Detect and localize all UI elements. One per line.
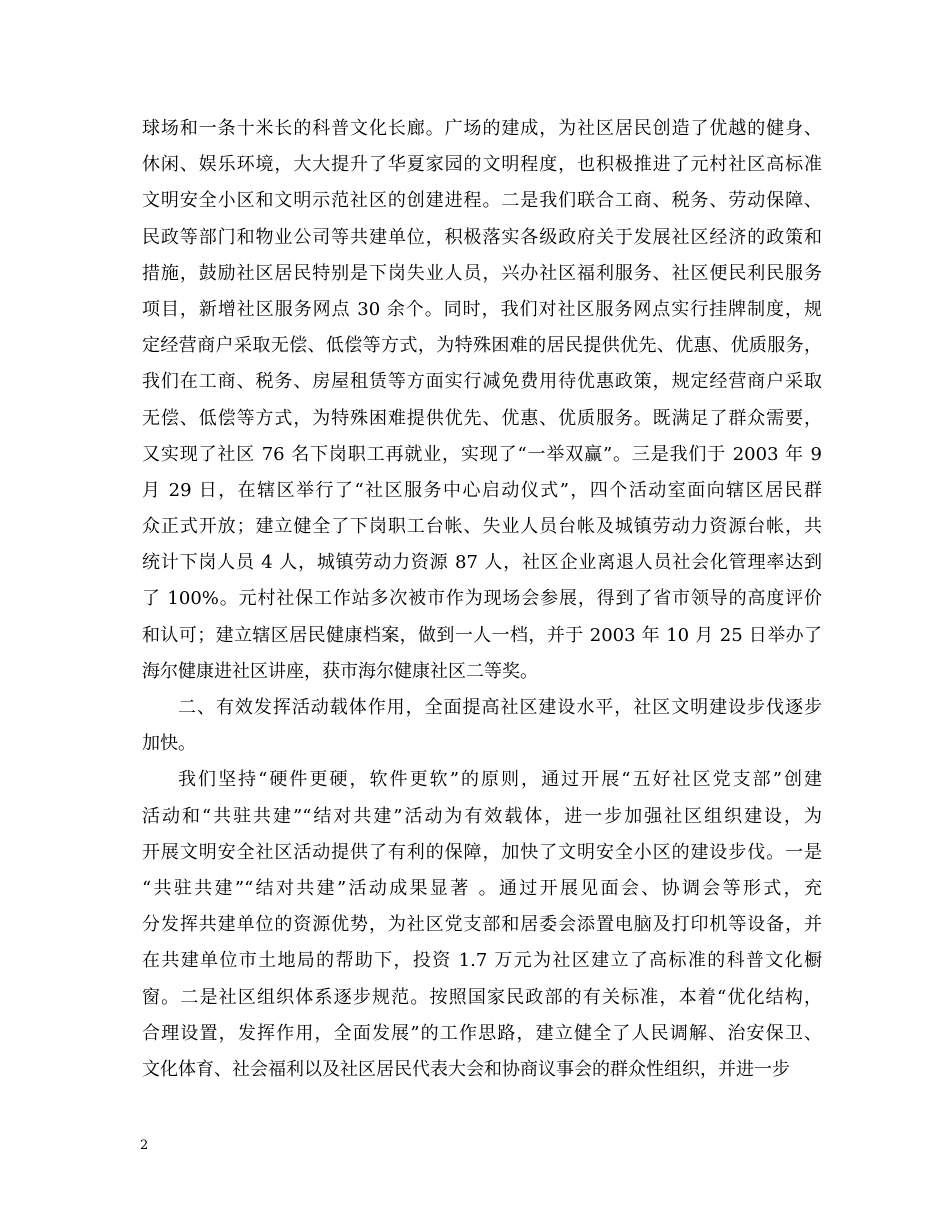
text-line: 加快。 — [142, 733, 196, 755]
text-line: 我们坚持“硬件更硬，软件更软”的原则，通过开展“五好社区党支部”创建 — [178, 769, 822, 791]
text-line: 定经营商户采取无偿、低偿等方式，为特殊困难的居民提供优先、优惠、优质服务， — [142, 335, 822, 357]
text-line: 休闲、娱乐环境，大大提升了华夏家园的文明程度，也积极推进了元村社区高标准 — [142, 154, 822, 176]
text-line: 和认可；建立辖区居民健康档案，做到一人一档，并于 2003 年 10 月 25 日举办了 — [142, 624, 822, 646]
text-line: 海尔健康进社区讲座，获市海尔健康社区二等奖。 — [142, 660, 538, 682]
paragraph — [142, 111, 822, 690]
text-line: 二、有效发挥活动载体作用，全面提高社区建设水平，社区文明建设步伐逐步 — [178, 697, 822, 718]
paragraph — [142, 762, 822, 1088]
text-line: 在共建单位市土地局的帮助下，投资 1.7 万元为社区建立了高标准的科普文化橱 — [142, 950, 822, 972]
text-line: 措施，鼓励社区居民特别是下岗失业人员，兴办社区福利服务、社区便民利民服务 — [142, 262, 822, 284]
text-line: 分发挥共建单位的资源优势，为社区党支部和居委会添置电脑及打印机等设备，并 — [142, 914, 822, 936]
text-line: 文明安全小区和文明示范社区的创建进程。二是我们联合工商、税务、劳动保障、 — [142, 190, 822, 212]
text-line: “共驻共建”“结对共建”活动成果显著 。通过开展见面会、协调会等形式，充 — [142, 877, 822, 899]
text-line: 项目，新增社区服务网点 30 余个。同时，我们对社区服务网点实行挂牌制度，规 — [142, 298, 822, 320]
text-line: 又实现了社区 76 名下岗职工再就业，实现了“一举双赢”。三是我们于 2003 年 9 — [142, 443, 822, 465]
text-line: 文化体育、社会福利以及社区居民代表大会和协商议事会的群众性组织，并进一步 — [142, 1058, 790, 1080]
text-line: 窗。二是社区组织体系逐步规范。按照国家民政部的有关标准，本着“优化结构， — [142, 986, 822, 1008]
text-line: 无偿、低偿等方式，为特殊困难提供优先、优惠、优质服务。既满足了群众需要， — [142, 407, 822, 429]
text-line: 众正式开放；建立健全了下岗职工台帐、失业人员台帐及城镇劳动力资源台帐，共 — [142, 516, 822, 538]
text-line: 合理设置，发挥作用，全面发展”的工作思路，建立健全了人民调解、治安保卫、 — [142, 1022, 822, 1044]
body-text — [142, 111, 822, 1088]
text-line: 月 29 日，在辖区举行了“社区服务中心启动仪式”，四个活动室面向辖区居民群 — [142, 479, 822, 501]
text-line: 活动和“共驻共建”“结对共建”活动为有效载体，进一步加强社区组织建设，为 — [142, 805, 822, 827]
text-line: 开展文明安全社区活动提供了有利的保障，加快了文明安全小区的建设步伐。一是 — [142, 841, 822, 863]
text-line: 球场和一条十米长的科普文化长廊。广场的建成，为社区居民创造了优越的健身、 — [142, 118, 822, 139]
text-line: 我们在工商、税务、房屋租赁等方面实行减免费用待优惠政策，规定经营商户采取 — [142, 371, 822, 393]
text-line: 民政等部门和物业公司等共建单位，积极落实各级政府关于发展社区经济的政策和 — [142, 226, 822, 248]
text-line: 了 100%。元村社保工作站多次被市作为现场会参展，得到了省市领导的高度评价 — [142, 588, 822, 610]
paragraph — [142, 690, 822, 762]
text-line: 统计下岗人员 4 人，城镇劳动力资源 87 人，社区企业离退人员社会化管理率达到 — [142, 552, 822, 574]
page-number: 2 — [140, 1138, 149, 1153]
